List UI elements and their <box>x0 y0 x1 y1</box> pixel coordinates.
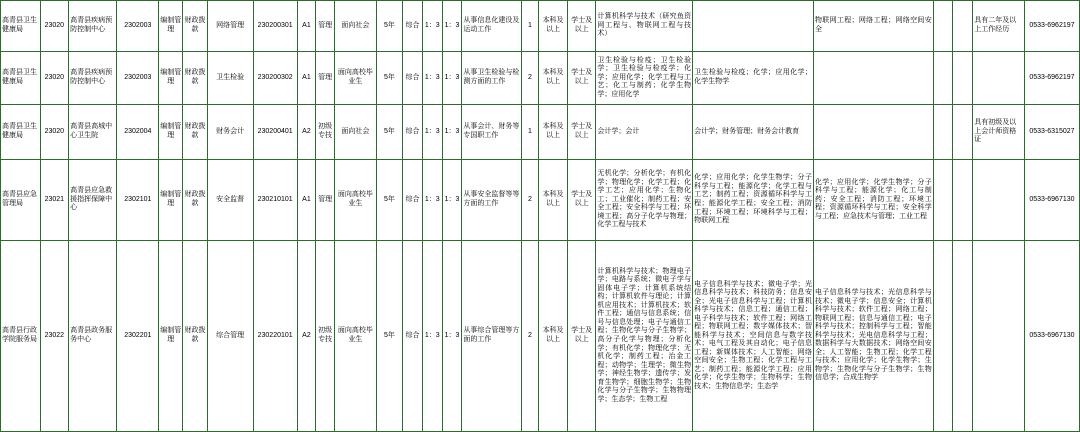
cell-post-no: A1 <box>297 160 316 241</box>
cell-post-type: 初级专技 <box>316 241 335 432</box>
table-row <box>1 241 1080 432</box>
cell-age-min <box>933 1 953 52</box>
cell-unit-code: 23021 <box>40 160 69 241</box>
cell-target: 面向高校毕业生 <box>334 241 376 432</box>
cell-post-type: 管理 <box>316 52 335 105</box>
cell-post-no: A2 <box>297 241 316 432</box>
cell-phone: 0533-6967130 <box>1024 160 1079 241</box>
cell-ratio1: 1：3 <box>422 105 442 160</box>
cell-major-master <box>693 1 814 52</box>
cell-unit-code: 23020 <box>40 1 69 52</box>
cell-other: 具有二年及以上工作经历 <box>973 1 1025 52</box>
cell-post-type: 初级专技 <box>316 105 335 160</box>
cell-target: 面向社会 <box>334 1 376 52</box>
cell-post-name: 网络管理 <box>207 1 253 52</box>
cell-duty: 从事信息化建设及运动工作 <box>462 1 521 52</box>
cell-dept-code: 2302003 <box>117 1 159 52</box>
cell-degree: 学士及以上 <box>567 52 596 105</box>
table-row <box>1 52 1080 105</box>
cell-funding: 财政拨款 <box>183 160 207 241</box>
cell-dept-code: 2302101 <box>117 160 159 241</box>
cell-duty: 从事安全监督等等方面的工作 <box>462 160 521 241</box>
table-body <box>1 1 1080 432</box>
cell-post-no: A1 <box>297 52 316 105</box>
cell-post-name: 财务会计 <box>207 105 253 160</box>
cell-dept-code: 2302003 <box>117 52 159 105</box>
cell-major-bachelor: 计算机科学与技术（研究鱼资网工程与、物联网工程与技术） <box>596 1 693 52</box>
cell-major-doctor: 电子信息科学与技术；光信息科学与技术；微电子学；信息安全；计算机科学与技术；软件工程；网络工程；物联网工程；信息与通信工程；电子科学与技术；控制科学与工程；智能科学与技术；光电信息科学与工程；数据科学与大数据技术；网络空间安全；人工智能；生物工程；化学工程与技术；应用化学；化学生物学；生物学；生物化学与分子生物学；生物信息学；合成生物学 <box>813 241 933 432</box>
cell-degree: 学士及以上 <box>567 1 596 52</box>
cell-major-doctor <box>813 105 933 160</box>
cell-degree: 学士及以上 <box>567 105 596 160</box>
cell-edu: 本科及以上 <box>539 1 568 52</box>
cell-major-master: 电子信息科学与技术；微电子学；光信息科学与技术；科技防务；信息安全；光电子信息科学与工程；计算机科学与技术；信息工程；通信工程；电子科学与技术；软件工程；网络工程；物联网工程；数字媒体技术；智能科学与技术；空间信息与数字技术；电气工程及其自动化；电子信息工程；新媒体技术；人工智能；网络空间安全；生物工程；化学工程与工艺；制药工程；能源化学工程；应用化学；化学生物学；生物科学；生物技术；生物信息学；生态学 <box>693 241 814 432</box>
cell-age-max <box>953 160 973 241</box>
cell-target: 面向社会 <box>334 105 376 160</box>
cell-other <box>973 52 1025 105</box>
cell-major-bachelor: 无机化学；分析化学；有机化学；物理化学；化学工程；化学工艺；应用化学；生物化工；工业催化；制药工程；安全工程；安全科学与工程；环境工程；高分子化学与物理；化学工程与技术 <box>596 160 693 241</box>
cell-other <box>973 160 1025 241</box>
cell-phone: 0533-6962197 <box>1024 1 1079 52</box>
cell-level: 综合 <box>403 1 423 52</box>
cell-ratio1: 1：3 <box>422 52 442 105</box>
cell-other <box>973 241 1025 432</box>
cell-edu: 本科及以上 <box>539 160 568 241</box>
cell-dept: 高青县疾病预防控制中心 <box>69 1 117 52</box>
cell-duty: 从事会计、财务等专国职工作 <box>462 105 521 160</box>
cell-ratio2: 1：3 <box>442 105 462 160</box>
cell-edu: 本科及以上 <box>539 105 568 160</box>
cell-post-name: 安全监督 <box>207 160 253 241</box>
cell-ratio2: 1：3 <box>442 52 462 105</box>
cell-major-master: 会计学；财务管理；财务会计教育 <box>693 105 814 160</box>
cell-age-max <box>953 241 973 432</box>
cell-term: 5年 <box>376 160 402 241</box>
cell-major-doctor <box>813 52 933 105</box>
cell-plan: 2 <box>521 52 539 105</box>
table-row <box>1 1 1080 52</box>
cell-funding: 财政拨款 <box>183 52 207 105</box>
cell-dept: 高青县高城中心卫生院 <box>69 105 117 160</box>
cell-plan: 1 <box>521 1 539 52</box>
cell-ratio2: 1：3 <box>442 1 462 52</box>
cell-ratio1: 1：3 <box>422 241 442 432</box>
cell-degree: 学士及以上 <box>567 241 596 432</box>
cell-post-no: A2 <box>297 105 316 160</box>
cell-nature: 编制管理 <box>159 1 183 52</box>
cell-ratio2: 1：3 <box>442 160 462 241</box>
cell-level: 综合 <box>403 52 423 105</box>
cell-post-code: 230200302 <box>253 52 297 105</box>
cell-major-doctor: 物联网工程；网络工程；网络空间安全 <box>813 1 933 52</box>
cell-unit: 高青县行政学院服务局 <box>1 241 41 432</box>
cell-edu: 本科及以上 <box>539 52 568 105</box>
cell-dept: 高青县应急救援指挥保障中心 <box>69 160 117 241</box>
table-row <box>1 160 1080 241</box>
cell-term: 5年 <box>376 241 402 432</box>
cell-funding: 财政拨款 <box>183 105 207 160</box>
cell-post-code: 230210101 <box>253 160 297 241</box>
cell-age-max <box>953 1 973 52</box>
cell-target: 面向高校毕业生 <box>334 52 376 105</box>
cell-phone: 0533-6315027 <box>1024 105 1079 160</box>
cell-major-master: 卫生检验与检疫；化学；应用化学；化学生物学 <box>693 52 814 105</box>
cell-degree: 学士及以上 <box>567 160 596 241</box>
cell-age-min <box>933 241 953 432</box>
cell-unit: 高青县卫生健康局 <box>1 52 41 105</box>
cell-term: 5年 <box>376 105 402 160</box>
cell-age-max <box>953 105 973 160</box>
cell-post-no: A1 <box>297 1 316 52</box>
cell-unit: 高青县卫生健康局 <box>1 105 41 160</box>
cell-unit-code: 23022 <box>40 241 69 432</box>
cell-duty: 从事综合管理等方面的工作 <box>462 241 521 432</box>
cell-nature: 编制管理 <box>159 105 183 160</box>
cell-unit: 高青县应急管理局 <box>1 160 41 241</box>
cell-post-code: 230200301 <box>253 1 297 52</box>
cell-age-max <box>953 52 973 105</box>
cell-phone: 0533-6962197 <box>1024 52 1079 105</box>
cell-edu: 本科及以上 <box>539 241 568 432</box>
cell-term: 5年 <box>376 1 402 52</box>
cell-plan: 2 <box>521 241 539 432</box>
cell-duty: 从事卫生检验与检测方面的工作 <box>462 52 521 105</box>
cell-ratio1: 1：3 <box>422 1 442 52</box>
cell-unit-code: 23020 <box>40 52 69 105</box>
cell-level: 综合 <box>403 241 423 432</box>
cell-post-code: 230200401 <box>253 105 297 160</box>
cell-plan: 2 <box>521 160 539 241</box>
cell-dept-code: 2302004 <box>117 105 159 160</box>
cell-ratio2: 1：3 <box>442 241 462 432</box>
cell-target: 面向高校毕业生 <box>334 160 376 241</box>
cell-other: 具有初级及以上会计师资格证 <box>973 105 1025 160</box>
cell-dept: 高青县疾病预防控制中心 <box>69 52 117 105</box>
cell-post-name: 卫生检验 <box>207 52 253 105</box>
cell-major-bachelor: 计算机科学与技术；物理电子学；电路与系统；微电子学与固体电子学；计算机系统结构；计算机软件与理论；计算机应用技术；计算机技术；软件工程；通信与信息系统；信号与信息处理；电子与通信工程；生物化学与分子生物学；高分子化学与物理；分析化学；有机化学；物理化学；无机化学；制药工程；治金工程；动物学；生理学；微生物学；神经生物学；遗传学；发育生物学；细胞生物学；生物化学与分子生物学；生物物理学；生态学；生物工程 <box>596 241 693 432</box>
cell-major-bachelor: 卫生检验与检疫；卫生检验学；卫生检验与检疫学；化学；应用化学；化学工程与工艺；化工与制药；化学生物学；应用化学 <box>596 52 693 105</box>
cell-funding: 财政拨款 <box>183 1 207 52</box>
cell-nature: 编制管理 <box>159 52 183 105</box>
cell-unit: 高青县卫生健康局 <box>1 1 41 52</box>
cell-post-type: 管理 <box>316 160 335 241</box>
cell-funding: 财政拨款 <box>183 241 207 432</box>
cell-major-bachelor: 会计学；会计 <box>596 105 693 160</box>
cell-dept: 高青县政务服务中心 <box>69 241 117 432</box>
cell-nature: 编制管理 <box>159 241 183 432</box>
cell-level: 综合 <box>403 105 423 160</box>
cell-level: 综合 <box>403 160 423 241</box>
cell-post-type: 管理 <box>316 1 335 52</box>
cell-plan: 1 <box>521 105 539 160</box>
cell-ratio1: 1：3 <box>422 160 442 241</box>
cell-age-min <box>933 160 953 241</box>
cell-post-name: 综合管理 <box>207 241 253 432</box>
cell-post-code: 230220101 <box>253 241 297 432</box>
cell-age-min <box>933 105 953 160</box>
cell-term: 5年 <box>376 52 402 105</box>
cell-major-master: 化学；应用化学；化学生物学；分子科学与工程；能源化学；化学工程与工艺；制药工程；资源循环科学与工程；能源化学工程；安全工程；消防工程；环境工程；环境科学与工程；物联网工程 <box>693 160 814 241</box>
cell-major-doctor: 化学；应用化学；化学生物学；分子科学与工程；能源化学；化工与制药；安全工程；消防工程；环境工程；资源循环科学与工程；安全科学与工程；应急技术与管理；工业工程 <box>813 160 933 241</box>
cell-unit-code: 23020 <box>40 105 69 160</box>
cell-age-min <box>933 52 953 105</box>
cell-nature: 编制管理 <box>159 160 183 241</box>
table-row <box>1 105 1080 160</box>
cell-dept-code: 2302201 <box>117 241 159 432</box>
cell-phone: 0533-6967130 <box>1024 241 1079 432</box>
